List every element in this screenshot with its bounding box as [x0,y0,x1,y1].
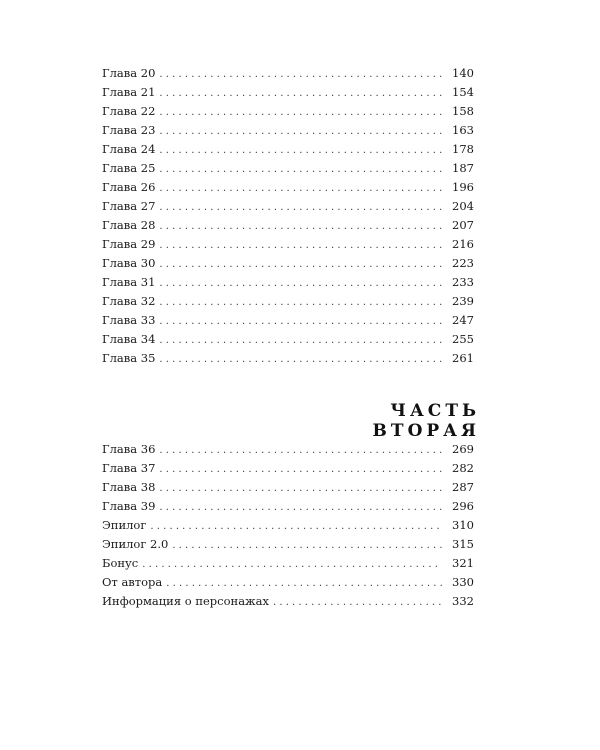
toc-part-two [102,440,474,611]
toc-entry-label: Глава 30 [102,256,156,270]
toc-leader-dots [159,460,442,479]
toc-entry-label: Глава 31 [102,275,156,289]
toc-entry-label: Бонус [102,556,139,570]
toc-entry-page: 282 [452,461,474,475]
toc-entry-page: 330 [452,575,474,589]
toc-entry-label: Глава 33 [102,313,156,327]
toc-entry-label: Эпилог 2.0 [102,537,169,551]
toc-entry-page: 261 [452,351,474,365]
toc-leader-dots [159,65,442,84]
toc-entry-page: 154 [452,85,474,99]
toc-entry-page: 216 [452,237,474,251]
toc-entry-page: 204 [452,199,474,213]
toc-entry [102,64,474,83]
toc-entry-label: Глава 39 [102,499,156,513]
toc-entry-label: Глава 38 [102,480,156,494]
toc-leader-dots [159,179,442,198]
toc-leader-dots [159,103,442,122]
toc-leader-dots [159,236,442,255]
toc-leader-dots [159,198,442,217]
toc-entry [102,178,474,197]
toc-entry-page: 239 [452,294,474,308]
toc-entry-page: 207 [452,218,474,232]
toc-entry-label: От автора [102,575,163,589]
toc-entry-label: Глава 28 [102,218,156,232]
toc-leader-dots [159,312,442,331]
toc-entry-label: Глава 35 [102,351,156,365]
toc-leader-dots [159,479,442,498]
toc-entry [102,235,474,254]
toc-entry [102,311,474,330]
toc-leader-dots [159,498,442,517]
toc-entry-label: Глава 37 [102,461,156,475]
toc-entry-page: 233 [452,275,474,289]
toc-entry-page: 269 [452,442,474,456]
toc-entry-page: 315 [452,537,474,551]
toc-entry [102,554,474,573]
toc-entry-label: Глава 34 [102,332,156,346]
toc-entry-page: 296 [452,499,474,513]
toc-entry-label: Глава 20 [102,66,156,80]
toc-entry [102,140,474,159]
toc-entry [102,330,474,349]
part-two-heading: ЧАСТЬ ВТОРАЯ [372,401,480,441]
toc-leader-dots [159,293,442,312]
toc-entry-label: Глава 27 [102,199,156,213]
toc-entry [102,102,474,121]
toc-entry-label: Глава 22 [102,104,156,118]
toc-entry [102,497,474,516]
toc-leader-dots [166,574,442,593]
toc-entry [102,292,474,311]
toc-part-one [102,64,474,368]
toc-entry [102,159,474,178]
toc-entry [102,121,474,140]
toc-leader-dots [159,274,442,293]
toc-entry-label: Глава 21 [102,85,156,99]
toc-entry [102,478,474,497]
toc-entry [102,83,474,102]
toc-entry [102,516,474,535]
toc-entry-label: Глава 26 [102,180,156,194]
toc-leader-dots [172,536,442,555]
toc-entry [102,349,474,368]
toc-entry-label: Глава 36 [102,442,156,456]
toc-entry-label: Глава 23 [102,123,156,137]
toc-leader-dots [159,160,442,179]
toc-leader-dots [159,331,442,350]
toc-entry-page: 178 [452,142,474,156]
toc-entry [102,197,474,216]
toc-entry-page: 332 [452,594,474,608]
toc-entry [102,592,474,611]
toc-entry [102,254,474,273]
toc-entry-label: Глава 25 [102,161,156,175]
toc-entry-page: 223 [452,256,474,270]
toc-entry-label: Глава 24 [102,142,156,156]
toc-leader-dots [159,141,442,160]
toc-leader-dots [159,84,442,103]
toc-entry-label: Информация о персонажах [102,594,269,608]
toc-leader-dots [142,555,442,574]
toc-leader-dots [159,217,442,236]
toc-entry-label: Глава 32 [102,294,156,308]
toc-leader-dots [159,441,442,460]
toc-entry [102,459,474,478]
toc-entry [102,535,474,554]
toc-leader-dots [159,350,442,369]
toc-entry-page: 158 [452,104,474,118]
toc-leader-dots [150,517,442,536]
toc-entry-label: Эпилог [102,518,147,532]
toc-entry-page: 187 [452,161,474,175]
toc-entry-page: 321 [452,556,474,570]
toc-entry-page: 196 [452,180,474,194]
toc-entry [102,440,474,459]
toc-leader-dots [273,593,442,612]
toc-entry [102,573,474,592]
toc-entry-page: 247 [452,313,474,327]
toc-entry-page: 287 [452,480,474,494]
toc-entry [102,216,474,235]
toc-entry-page: 140 [452,66,474,80]
toc-entry [102,273,474,292]
toc-leader-dots [159,255,442,274]
toc-entry-page: 310 [452,518,474,532]
toc-entry-page: 163 [452,123,474,137]
toc-leader-dots [159,122,442,141]
toc-entry-label: Глава 29 [102,237,156,251]
toc-entry-page: 255 [452,332,474,346]
